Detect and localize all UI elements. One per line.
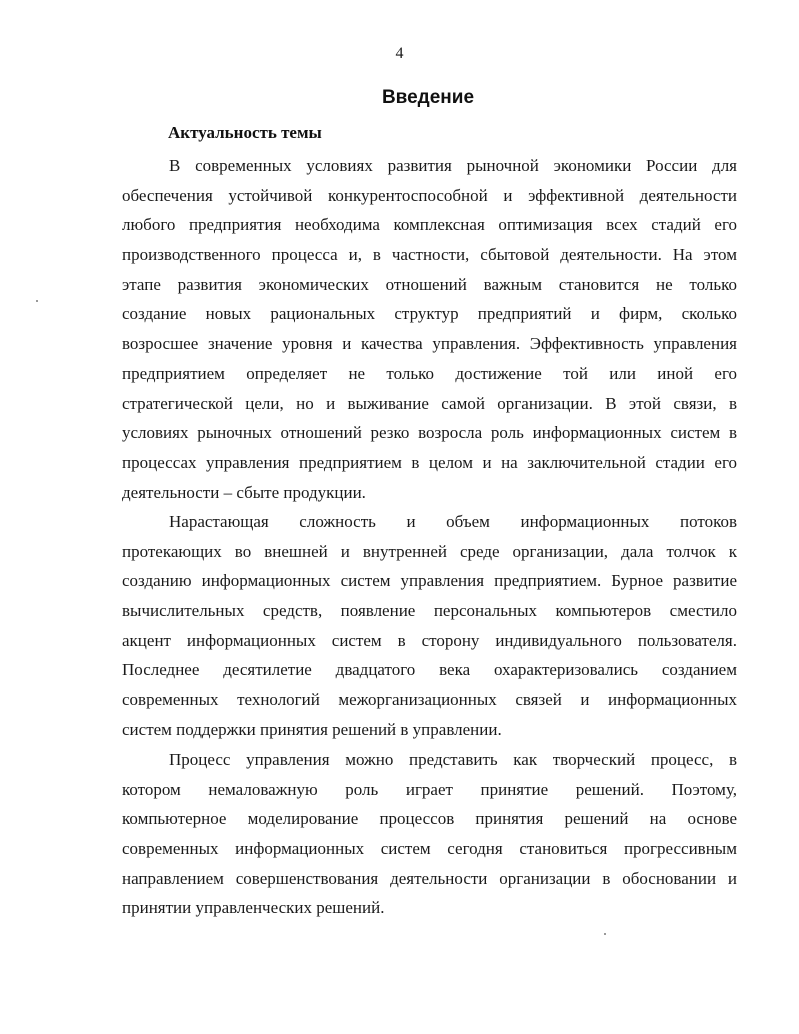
text-line: обеспечения устойчивой конкурентоспособной и эффективной деятельности — [122, 185, 737, 205]
text-line: принятии управленческих решений. — [122, 898, 385, 918]
paragraph — [122, 151, 737, 507]
text-line: В современных условиях развития рыночной экономики России для — [169, 156, 737, 175]
scan-speck — [36, 300, 38, 302]
text-line: производственного процесса и, в частности, сбытовой деятельности. На этом — [122, 245, 737, 265]
text-line: Процесс управления можно представить как творческий процесс, в — [169, 750, 737, 769]
text-line: направлением совершенствования деятельности организации в обосновании и — [122, 868, 737, 888]
text-line: протекающих во внешней и внутренней среде организации, дала толчок к — [122, 541, 737, 561]
text-line: Нарастающая сложность и объем информационных потоков — [169, 512, 737, 531]
text-line: условиях рыночных отношений резко возросла роль информационных систем в — [122, 423, 737, 443]
text-line: современных технологий межорганизационных связей и информационных — [122, 690, 737, 710]
text-line: созданию информационных систем управления предприятием. Бурное развитие — [122, 571, 737, 591]
text-line: деятельности – сбыте продукции. — [122, 482, 366, 502]
text-line: акцент информационных систем в сторону индивидуального пользователя. — [122, 630, 737, 650]
page-title: Введение — [381, 87, 475, 108]
text-line: котором немаловажную роль играет принятие решений. Поэтому, — [122, 779, 737, 799]
paragraph — [122, 745, 737, 923]
text-line: компьютерное моделирование процессов принятия решений на основе — [122, 809, 737, 829]
text-line: вычислительных средств, появление персональных компьютеров сместило — [122, 601, 737, 621]
text-line: создание новых рациональных структур предприятий и фирм, сколько — [122, 304, 737, 324]
page-number: 4 — [395, 45, 404, 62]
text-line: современных информационных систем сегодня становиться прогрессивным — [122, 839, 737, 859]
paragraph — [122, 507, 737, 745]
text-line: этапе развития экономических отношений важным становится не только — [122, 274, 737, 294]
text-line: стратегической цели, но и выживание самой организации. В этой связи, в — [122, 393, 737, 413]
text-line: предприятием определяет не только достижение той или иной его — [122, 363, 737, 383]
text-line: процессах управления предприятием в целом и на заключительной стадии его — [122, 452, 737, 472]
text-line: Последнее десятилетие двадцатого века охарактеризовались созданием — [122, 660, 737, 680]
section-subheading: Актуальность темы — [168, 123, 322, 142]
text-line: систем поддержки принятия решений в управлении. — [122, 719, 502, 739]
scan-speck — [604, 933, 606, 935]
text-line: возросшее значение уровня и качества управления. Эффективность управления — [122, 334, 737, 354]
text-line: любого предприятия необходима комплексная оптимизация всех стадий его — [122, 215, 737, 235]
